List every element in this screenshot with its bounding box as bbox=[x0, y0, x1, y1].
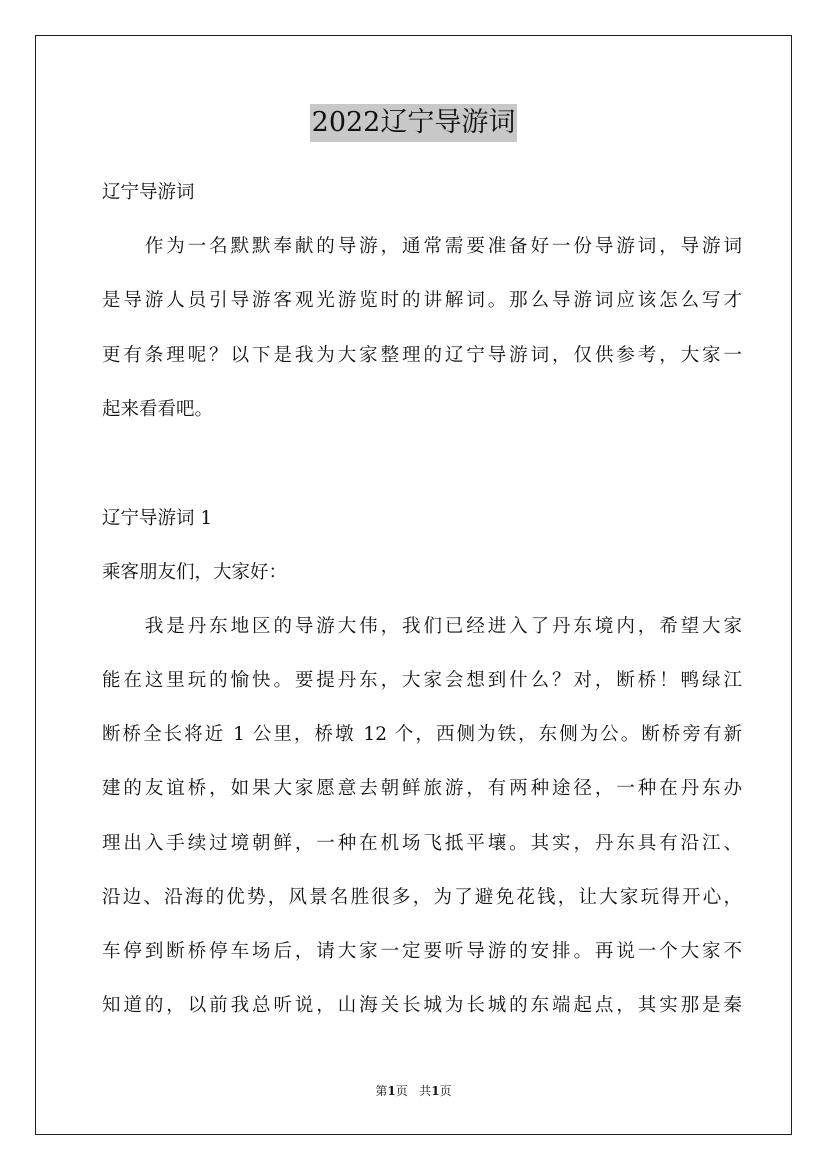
paragraph-line: 我是丹东地区的导游大伟，我们已经进入了丹东境内，希望大家 bbox=[102, 616, 742, 637]
page-number: 1 bbox=[387, 1084, 396, 1098]
document-title: 2022辽宁导游词 bbox=[310, 104, 518, 142]
paragraph-line: 能在这里玩的愉快。要提丹东，大家会想到什么？对，断桥！鸭绿江 bbox=[102, 670, 742, 691]
section-heading: 辽宁导游词 1 bbox=[102, 508, 213, 529]
paragraph-line: 断桥全长将近 1 公里，桥墩 12 个，西侧为铁，东侧为公。断桥旁有新 bbox=[102, 724, 742, 745]
page-prefix: 第 bbox=[375, 1084, 388, 1098]
total-number: 1 bbox=[431, 1084, 440, 1098]
paragraph-line: 沿边、沿海的优势，风景名胜很多，为了避免花钱，让大家玩得开心， bbox=[102, 887, 742, 908]
paragraph-line: 知道的，以前我总听说，山海关长城为长城的东端起点，其实那是秦 bbox=[102, 995, 742, 1016]
paragraph-line: 建的友谊桥，如果大家愿意去朝鲜旅游，有两种途径，一种在丹东办 bbox=[102, 778, 742, 799]
total-suffix: 页 bbox=[439, 1084, 452, 1098]
paragraph-line: 起来看看吧。 bbox=[102, 399, 214, 420]
paragraph-line: 更有条理呢？以下是我为大家整理的辽宁导游词，仅供参考，大家一 bbox=[102, 345, 742, 366]
paragraph-line: 车停到断桥停车场后，请大家一定要听导游的安排。再说一个大家不 bbox=[102, 941, 742, 962]
title-container bbox=[0, 104, 827, 142]
paragraph-line: 作为一名默默奉献的导游，通常需要准备好一份导游词，导游词 bbox=[102, 236, 742, 257]
paragraph-line: 是导游人员引导游客观光游览时的讲解词。那么导游词应该怎么写才 bbox=[102, 290, 742, 311]
heading-line: 辽宁导游词 bbox=[102, 182, 195, 203]
greeting-line: 乘客朋友们，大家好： bbox=[102, 562, 288, 583]
paragraph-line: 理出入手续过境朝鲜，一种在机场飞抵平壤。其实，丹东具有沿江、 bbox=[102, 833, 742, 854]
total-prefix: 共 bbox=[419, 1084, 432, 1098]
page-suffix: 页 bbox=[395, 1084, 408, 1098]
page-footer bbox=[0, 1083, 827, 1099]
